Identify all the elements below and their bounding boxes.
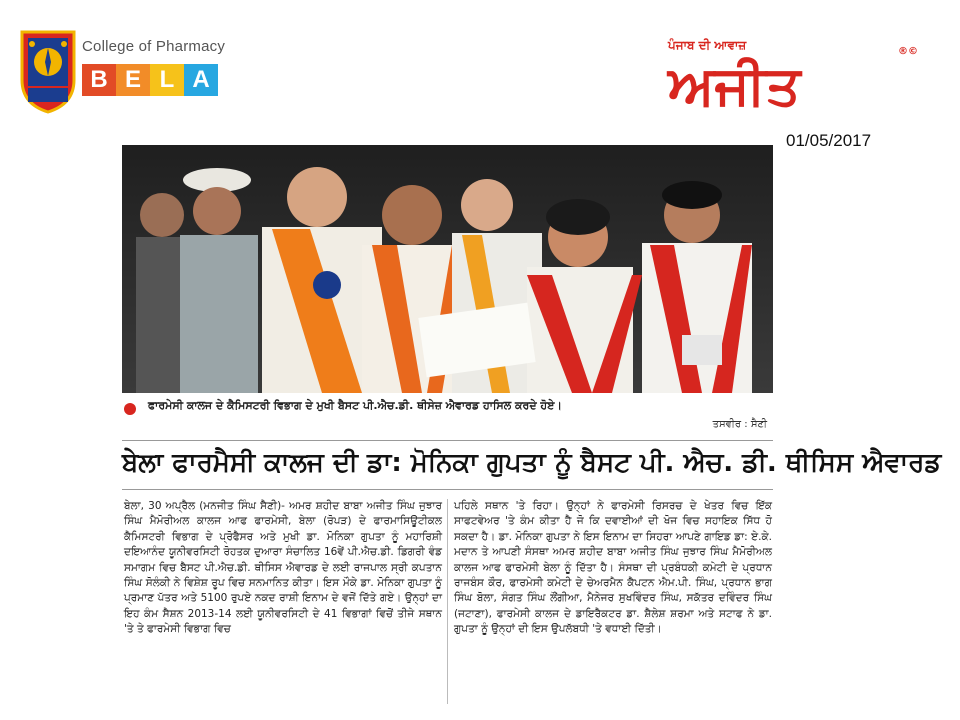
newspaper-masthead — [668, 38, 918, 118]
article-column-2: ਪਹਿਲੇ ਸਥਾਨ 'ਤੇ ਰਿਹਾ। ਉਨ੍ਹਾਂ ਨੇ ਫਾਰਮੇਸੀ ਰਿਸਰਚ ਦੇ ਖੇਤਰ ਵਿਚ ਇੱਕ ਸਾਫਟਵੇਅਰ 'ਤੇ ਕੰਮ ਕੀਤਾ ਹੈ ਜੋ ਕਿ ਦਵਾਈਆਂ ਦੀ ਖੋਜ ਵਿਚ ਸਹਾਇਕ ਸਿੱਧ ਹੋ ਸਕਦਾ ਹੈ। ਡਾ. ਮੋਨਿਕਾ ਗੁਪਤਾ ਨੇ ਇਸ ਇਨਾਮ ਦਾ ਸਿਹਰਾ ਆਪਣੇ ਗਾਇਡ ਡਾ: ਏ.ਕੇ. ਮਦਾਨ ਤੇ ਆਪਣੀ ਸੰਸਥਾ ਅਮਰ ਸ਼ਹੀਦ ਬਾਬਾ ਅਜੀਤ ਸਿੰਘ ਜੁਝਾਰ ਸਿੰਘ ਮੈਮੋਰੀਅਲ ਕਾਲਜ ਆਫ ਫਾਰਮੇਸੀ ਬੇਲਾ ਨੂੰ ਦਿੱਤਾ ਹੈ। ਸੰਸਥਾ ਦੀ ਪ੍ਰਬੰਧਕੀ ਕਮੇਟੀ ਦੇ ਪ੍ਰਧਾਨ ਰਾਜਬੰਸ ਕੌਰ, ਫਾਰਮੇਸੀ ਕਮੇਟੀ ਦੇ ਚੇਅਰਮੈਨ ਕੈਪਟਨ ਐਮ.ਪੀ. ਸਿੰਘ, ਪ੍ਰਧਾਨ ਭਾਗ ਸਿੰਘ ਬੋਲਾ, ਸੰਗਤ ਸਿੰਘ ਲੌਂਗੀਆ, ਮੈਨੇਜਰ ਸੁਖਵਿੰਦਰ ਸਿੰਘ, ਸਕੱਤਰ ਦਵਿੰਦਰ ਸਿੰਘ (ਜਟਾਣਾ), ਫਾਰਮੇਸੀ ਕਾਲਜ ਦੇ ਡਾਇਰੈਕਟਰ ਡਾ. ਸ਼ੈਲੇਸ਼ ਸ਼ਰਮਾ ਅਤੇ ਸਟਾਫ ਨੇ ਡਾ. ਗੁਪਤਾ ਨੂੰ ਉਨ੍ਹਾਂ ਦੀ ਇਸ ਉਪਲੱਬਧੀ 'ਤੇ ਵਧਾਈ ਦਿੱਤੀ। — [454, 500, 772, 636]
masthead-logo-icon — [668, 54, 918, 117]
bela-letter-e: E — [116, 64, 150, 96]
masthead-registered-mark: ®© — [898, 46, 918, 57]
bela-letter-a: A — [184, 64, 218, 96]
caption-bullet-icon — [124, 403, 136, 415]
award-ceremony-photo — [122, 145, 773, 393]
college-logo — [18, 28, 248, 118]
photo-illustration — [122, 145, 773, 393]
publication-date: 01/05/2017 — [786, 131, 872, 150]
masthead-tagline: ਪੰਜਾਬ ਦੀ ਆਵਾਜ਼ — [668, 38, 747, 52]
photo-caption — [122, 395, 773, 435]
column-divider — [447, 499, 448, 704]
svg-text:ਅਜੀਤ: ਅਜੀਤ — [668, 54, 801, 117]
bela-letter-b: B — [82, 64, 116, 96]
article-column-1: ਬੇਲਾ, 30 ਅਪ੍ਰੈਲ (ਮਨਜੀਤ ਸਿੰਘ ਸੈਣੀ)- ਅਮਰ ਸ਼ਹੀਦ ਬਾਬਾ ਅਜੀਤ ਸਿੰਘ ਜੁਝਾਰ ਸਿੰਘ ਮੈਮੋਰੀਅਲ ਕਾਲਜ ਆਫ ਫਾਰਮੇਸੀ, ਬੇਲਾ (ਰੋਪੜ) ਦੇ ਫਾਰਮਾਸਿਊਟੀਕਲ ਕੈਮਿਸਟਰੀ ਵਿਭਾਗ ਦੇ ਪ੍ਰੋਫੈਸਰ ਅਤੇ ਮੁਖੀ ਡਾ. ਮੋਨਿਕਾ ਗੁਪਤਾ ਨੂੰ ਮਹਾਰਿਸ਼ੀ ਦਇਆਨੰਦ ਯੂਨੀਵਰਸਿਟੀ ਰੋਹਤਕ ਦੁਆਰਾ ਸੰਚਾਲਿਤ 16ਵੇਂ ਪੀ.ਐਚ.ਡੀ. ਡਿਗਰੀ ਵੰਡ ਸਮਾਗਮ ਵਿਚ ਬੈਸਟ ਪੀ.ਐਚ.ਡੀ. ਥੀਸਿਸ ਐਵਾਰਡ ਦੇ ਲਈ ਰਾਜਪਾਲ ਸ੍ਰੀ ਕਪਤਾਨ ਸਿੰਘ ਸੋਲੰਕੀ ਨੇ ਵਿਸ਼ੇਸ਼ ਰੂਪ ਵਿਚ ਸਨਮਾਨਿਤ ਕੀਤਾ। ਇਸ ਮੌਕੇ ਡਾ. ਮੋਨਿਕਾ ਗੁਪਤਾ ਨੂੰ ਪ੍ਰਮਾਣ ਪੱਤਰ ਅਤੇ 5100 ਰੁਪਏ ਨਕਦ ਰਾਸ਼ੀ ਇਨਾਮ ਦੇ ਵਜੋਂ ਦਿੱਤੇ ਗਏ। ਉਨ੍ਹਾਂ ਦਾ ਇਹ ਕੰਮ ਸੈਸ਼ਨ 2013-14 ਲਈ ਯੂਨੀਵਰਸਿਟੀ ਦੇ 41 ਵਿਭਾਗਾਂ ਵਿਚੋਂ ਤੀਜੇ ਸਥਾਨ 'ਤੇ ਤੇ ਫਾਰਮੇਸੀ ਵਿਭਾਗ ਵਿਚ — [124, 500, 442, 636]
bela-letter-l: L — [150, 64, 184, 96]
caption-text: ਫਾਰਮੇਸੀ ਕਾਲਜ ਦੇ ਕੈਮਿਸਟਰੀ ਵਿਭਾਗ ਦੇ ਮੁਖੀ ਬੈਸਟ ਪੀ.ਐਚ.ਡੀ. ਥੀਸੇਜ਼ ਐਵਾਰਡ ਹਾਸਿਲ ਕਰਦੇ ਹੋਏ। — [148, 399, 562, 412]
college-name: College of Pharmacy — [82, 38, 226, 55]
photo-credit: ਤਸਵੀਰ : ਸੈਣੀ — [712, 419, 767, 430]
college-crest-icon — [18, 28, 78, 114]
article-headline: ਬੇਲਾ ਫਾਰਮੈਸੀ ਕਾਲਜ ਦੀ ਡਾ: ਮੋਨਿਕਾ ਗੁਪਤਾ ਨੂੰ ਬੈਸਟ ਪੀ. ਐਚ. ਡੀ. ਥੀਸਿਸ ਐਵਾਰਡ — [122, 440, 773, 490]
bela-wordmark — [82, 64, 218, 96]
